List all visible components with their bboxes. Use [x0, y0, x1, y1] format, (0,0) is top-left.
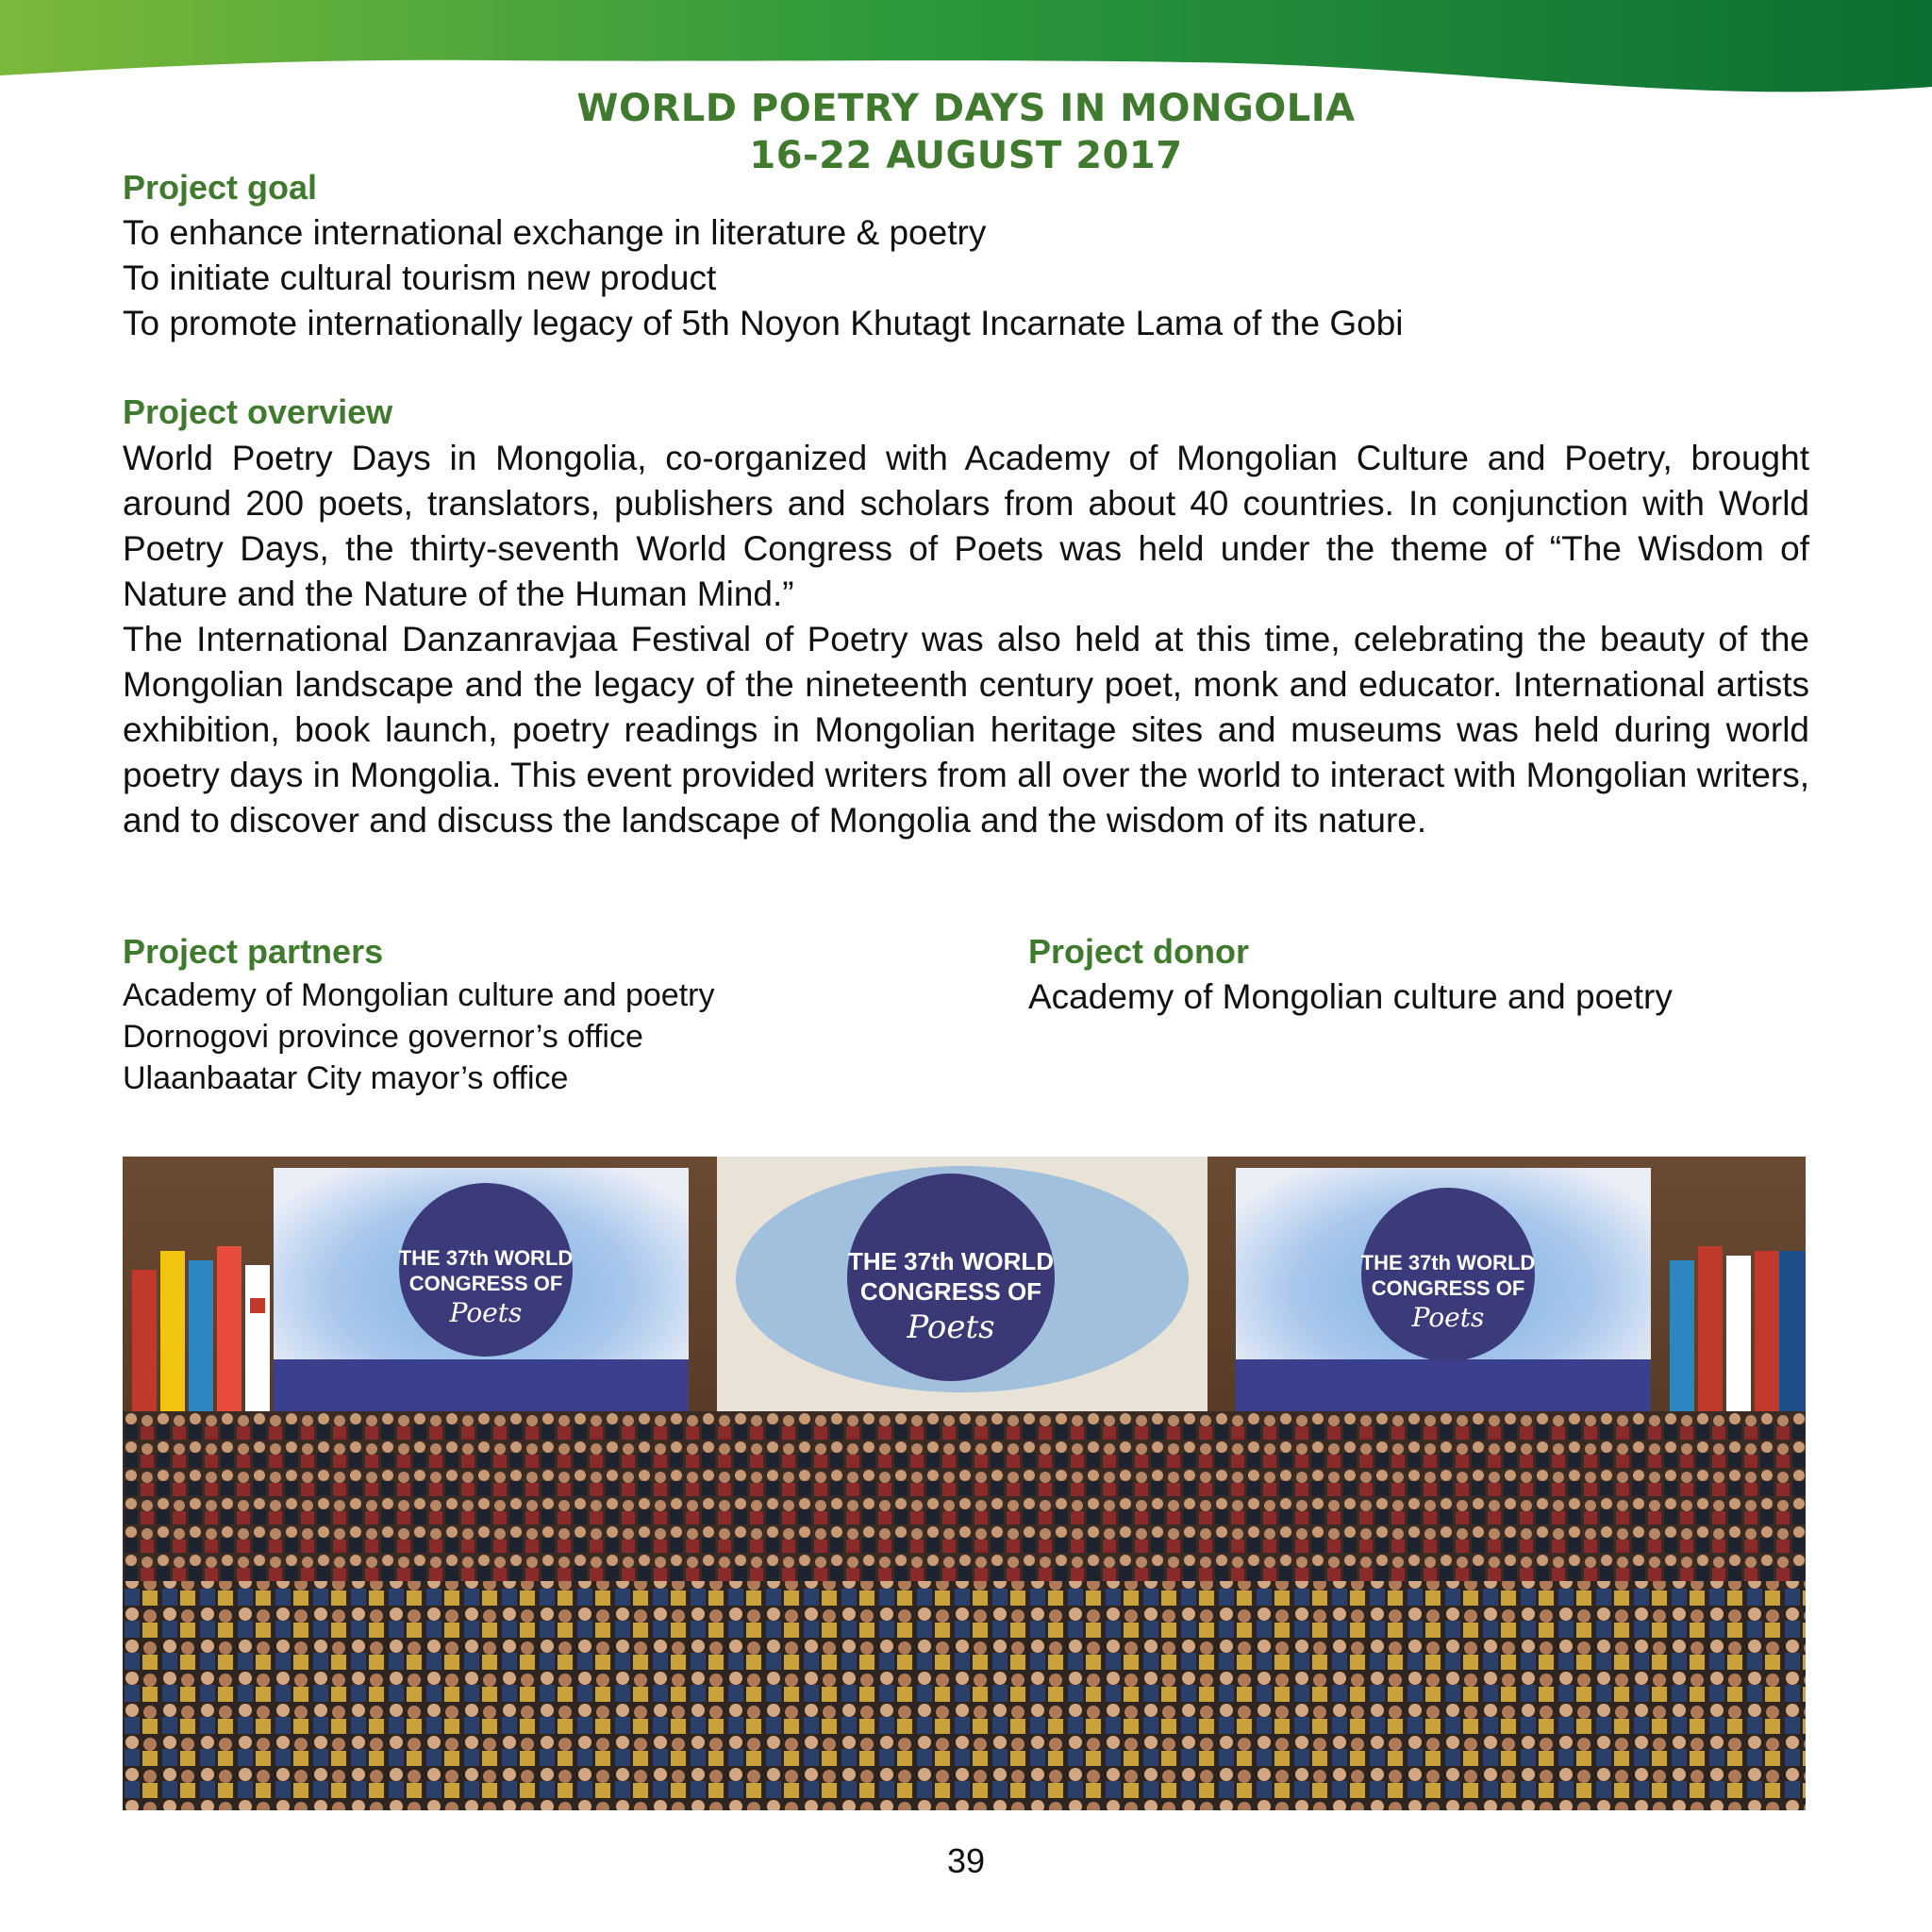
partners-heading: Project partners — [123, 932, 384, 971]
partner-item: Ulaanbaatar City mayor’s office — [123, 1060, 569, 1096]
left-screen-line3: Poets — [449, 1297, 523, 1328]
right-screen-line1: THE 37th WORLD — [1360, 1251, 1536, 1274]
page-number: 39 — [946, 1841, 986, 1880]
partner-item: Academy of Mongolian culture and poetry — [123, 977, 715, 1013]
left-screen-line2: CONGRESS OF — [408, 1272, 563, 1295]
overview-text — [123, 436, 1809, 843]
flags-left — [132, 1246, 270, 1440]
center-screen-line1: THE 37th WORLD — [847, 1247, 1055, 1275]
partner-item: Dornogovi province governor’s office — [123, 1019, 643, 1055]
overview-heading: Project overview — [123, 392, 393, 431]
center-screen-line2: CONGRESS OF — [859, 1277, 1042, 1306]
center-screen-line3: Poets — [907, 1308, 995, 1346]
donor-heading: Project donor — [1028, 932, 1250, 971]
goal-heading: Project goal — [123, 168, 318, 207]
overview-paragraph-2: The International Danzanravjaa Festival of Poetry was also held at this time, celebrating the beauty of the Mongolian landscape and the legacy of the nineteenth century poet, monk and educator. International artists exhibition, book launch, poetry readings in Mongolian heritage sites and museums was held during world poetry days in Mongolia. This event provided writers from all over the world to interact with Mongolian writers, and to discover and discuss the landscape of Mongolia and the wisdom of its nature. — [123, 620, 1809, 840]
goal-item: To promote internationally legacy of 5th Noyon Khutagt Incarnate Lama of the Gobi — [123, 304, 1404, 342]
goal-item: To enhance international exchange in literature & poetry — [123, 213, 987, 252]
donor-name: Academy of Mongolian culture and poetry — [1028, 977, 1673, 1016]
page-title-line1: WORLD POETRY DAYS IN MONGOLIA — [576, 87, 1356, 130]
left-screen-line1: THE 37th WORLD — [398, 1246, 574, 1270]
overview-paragraph-1: World Poetry Days in Mongolia, co-organized with Academy of Mongolian Culture and Poetry, brought around 200 poets, translators, publishers and scholars from about 40 countries. In conjunction with World Poetry Days, the thirty-seventh World Congress of Poets was held under the theme of “The Wisdom of Nature and the Nature of the Human Mind.” — [123, 439, 1809, 613]
right-screen-line3: Poets — [1411, 1302, 1485, 1333]
group-photo-illustration — [123, 1157, 1806, 1810]
goal-item: To initiate cultural tourism new product — [123, 258, 717, 297]
congress-group-photo — [123, 1157, 1806, 1810]
flags-right — [1670, 1246, 1806, 1440]
page-title-line2: 16-22 AUGUST 2017 — [749, 134, 1183, 177]
right-screen-line2: CONGRESS OF — [1371, 1276, 1525, 1300]
